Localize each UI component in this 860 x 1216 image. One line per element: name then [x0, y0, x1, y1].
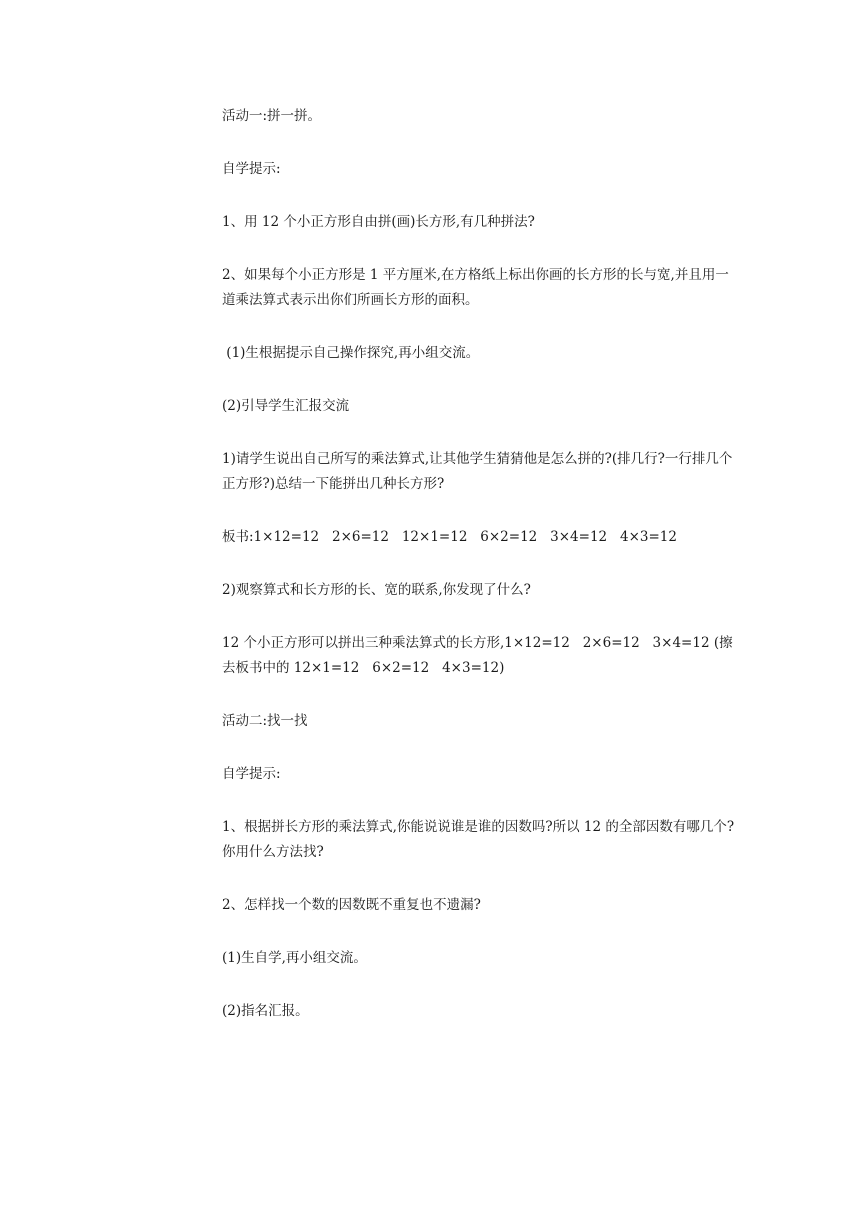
- conclusion: 12 个小正方形可以拼出三种乘法算式的长方形,1×12=12 2×6=12 3×4=12 (擦去板书中的 12×1=12 6×2=12 4×3=12): [222, 635, 733, 676]
- tip-item-2: 2、如果每个小正方形是 1 平方厘米,在方格纸上标出你画的长方形的长与宽,并且用一道乘法算式表示出你们所画长方形的面积。: [222, 267, 729, 308]
- self-study-tip-heading-2: 自学提示:: [222, 766, 281, 782]
- substep-1: 1)请学生说出自己所写的乘法算式,让其他学生猜猜他是怎么拼的?(排几行?一行排几个正方形?)总结一下能拼出几种长方形?: [222, 451, 733, 492]
- self-study-tip-heading: 自学提示:: [222, 161, 281, 177]
- tip-item-2-activity-two: 2、怎样找一个数的因数既不重复也不遗漏?: [222, 897, 481, 913]
- activity-one-heading: 活动一:拼一拼。: [222, 108, 322, 124]
- board-writing: 板书:1×12=12 2×6=12 12×1=12 6×2=12 3×4=12 4×3=12: [222, 529, 677, 545]
- tip-item-1-activity-two: 1、根据拼长方形的乘法算式,你能说说谁是谁的因数吗?所以 12 的全部因数有哪几个?你用什么方法找?: [222, 819, 735, 860]
- step-2: (2)引导学生汇报交流: [222, 398, 350, 414]
- substep-2: 2)观察算式和长方形的长、宽的联系,你发现了什么?: [222, 582, 531, 598]
- step-1-activity-two: (1)生自学,再小组交流。: [222, 950, 367, 966]
- activity-two-heading: 活动二:找一找: [222, 713, 308, 729]
- document-body: [222, 104, 742, 1024]
- tip-item-1: 1、用 12 个小正方形自由拼(画)长方形,有几种拼法?: [222, 214, 535, 230]
- step-2-activity-two: (2)指名汇报。: [222, 1003, 309, 1019]
- step-1: (1)生根据提示自己操作探究,再小组交流。: [222, 345, 480, 361]
